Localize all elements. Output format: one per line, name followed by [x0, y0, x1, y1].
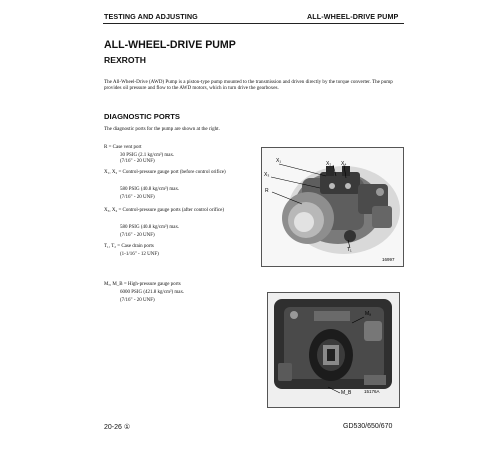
photo-1-figure-number: 16997 — [382, 257, 395, 262]
label-x3: X₃ — [264, 172, 270, 178]
label-x2: X₂ — [326, 161, 332, 167]
label-mb: M_B — [341, 390, 352, 396]
x34-label: X₃, X₄ = Control-pressure gauge ports (after control orifice) — [104, 208, 225, 213]
photo-2-figure-number: 15176A — [364, 389, 380, 394]
header-right: ALL-WHEEL-DRIVE PUMP — [307, 12, 399, 21]
label-t1: T₁ — [347, 247, 352, 253]
m-label: Mₐ, M_B = High-pressure gauge ports — [104, 282, 181, 287]
label-x4: X₄ — [341, 161, 347, 167]
diagnostic-intro: The diagnostic ports for the pump are shown at the right. — [104, 126, 220, 132]
page-subtitle: REXROTH — [104, 55, 147, 65]
x12-label: X₁, X₂ = Control-pressure gauge port (before control orifice) — [104, 170, 226, 175]
pump-photo-1-illustration — [262, 148, 403, 266]
label-r: R — [265, 188, 269, 194]
m-spec-1: 6000 PSIG (421.8 kg/cm²) max. — [120, 290, 185, 295]
x12-spec-1: 580 PSIG (40.8 kg/cm²) max. — [120, 187, 180, 192]
m-spec-2: (7/16" - 20 UNF) — [120, 298, 155, 303]
label-x1: X₁ — [276, 158, 282, 164]
r-label: R = Case vent port — [104, 145, 142, 150]
header-left: TESTING AND ADJUSTING — [104, 12, 198, 21]
diagnostic-heading: DIAGNOSTIC PORTS — [104, 112, 180, 121]
pump-photo-1 — [261, 147, 404, 267]
page-title: ALL-WHEEL-DRIVE PUMP — [104, 39, 236, 51]
pump-photo-2 — [267, 292, 400, 408]
t12-spec-1: (1-1/16" - 12 UNF) — [120, 252, 159, 257]
r-spec-1: 30 PSIG (2.1 kg/cm²) max. — [120, 153, 175, 158]
t12-label: T₁, T₂ = Case drain ports — [104, 244, 154, 249]
footer-page-number: 20-26 ① — [104, 424, 131, 431]
header-rule — [103, 23, 404, 24]
x34-spec-1: 580 PSIG (40.8 kg/cm²) max. — [120, 225, 180, 230]
footer-models: GD530/650/670 — [343, 423, 393, 430]
intro-paragraph: The All-Wheel-Drive (AWD) Pump is a piston-type pump mounted to the transmission and driven directly by the torque converter. The pump provides oil pressure and flow to the AWD motors, which in turn drive the gearboxes. — [104, 79, 393, 92]
label-ma: Mₐ — [365, 311, 372, 317]
r-spec-2: (7/16" - 20 UNF) — [120, 159, 155, 164]
x34-spec-2: (7/16" - 20 UNF) — [120, 233, 155, 238]
x12-spec-2: (7/16" - 20 UNF) — [120, 195, 155, 200]
